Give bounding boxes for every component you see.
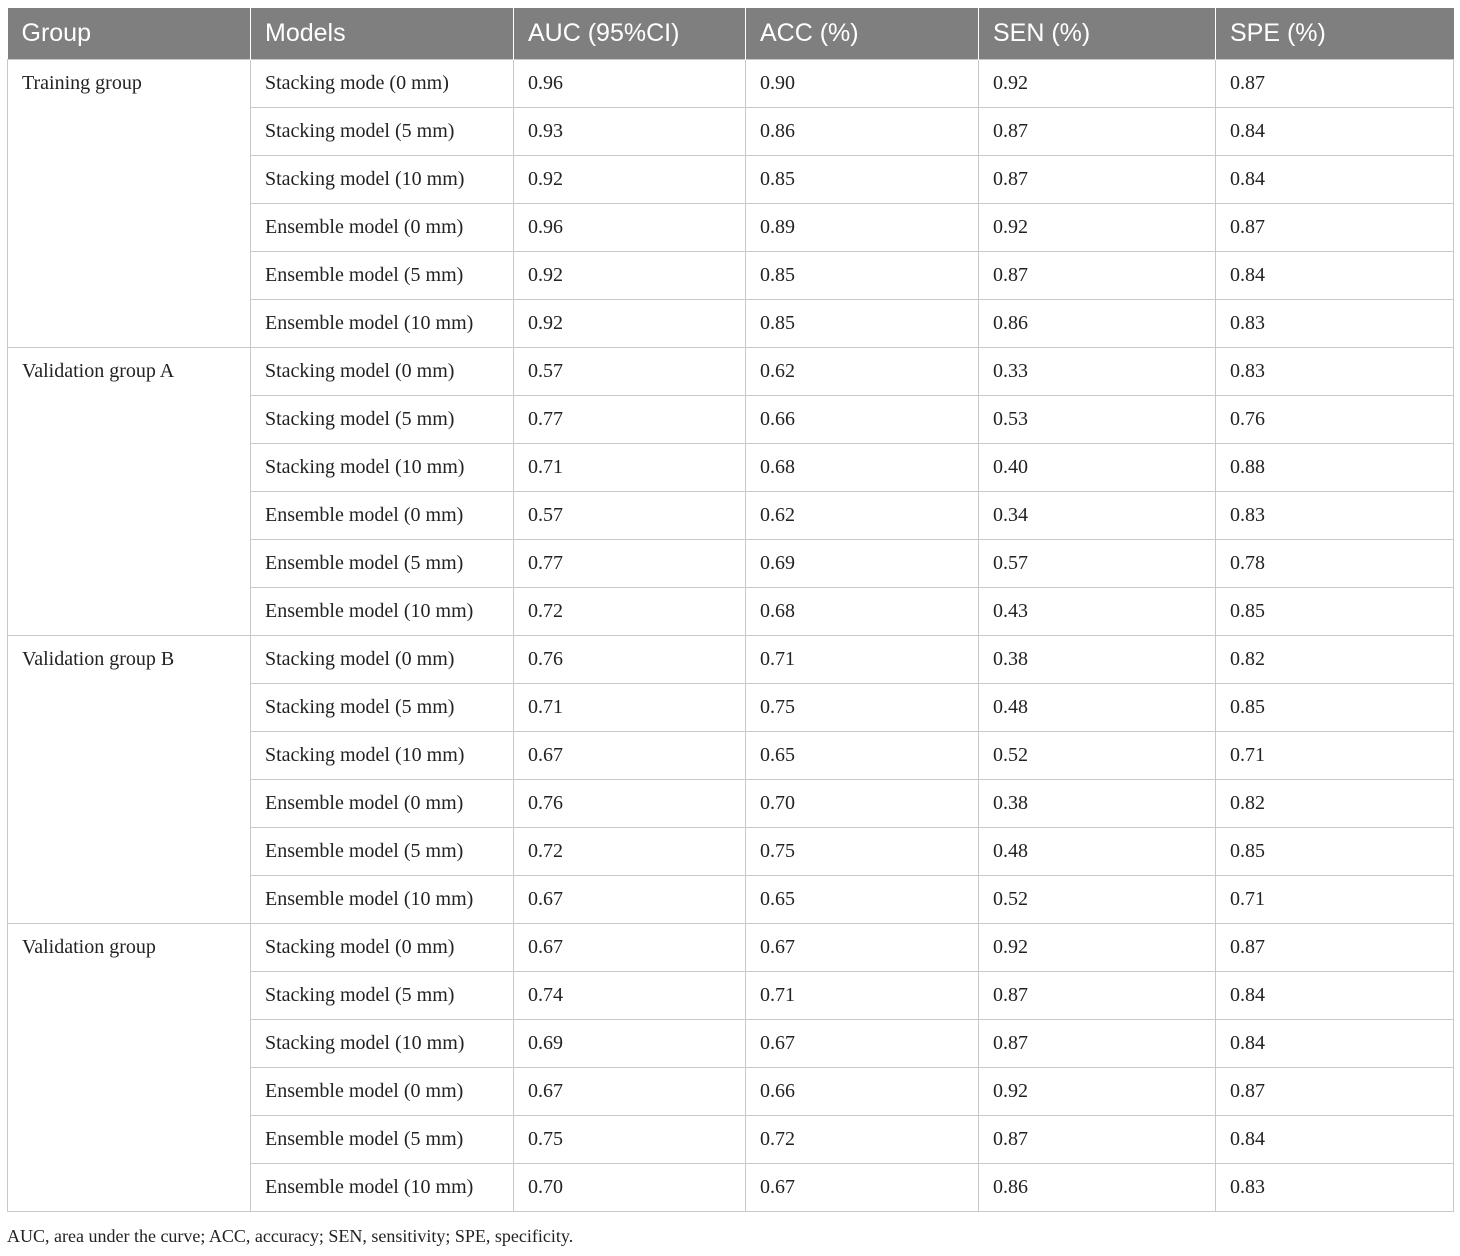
model-cell: Ensemble model (10 mm)	[251, 1164, 514, 1212]
sen-cell: 0.57	[979, 540, 1216, 588]
table-row	[8, 348, 1454, 396]
sen-cell: 0.87	[979, 108, 1216, 156]
model-cell: Ensemble model (5 mm)	[251, 252, 514, 300]
spe-cell: 0.88	[1216, 444, 1454, 492]
auc-cell: 0.77	[514, 396, 746, 444]
auc-cell: 0.67	[514, 1068, 746, 1116]
model-cell: Ensemble model (5 mm)	[251, 1116, 514, 1164]
model-cell: Ensemble model (5 mm)	[251, 828, 514, 876]
auc-cell: 0.57	[514, 348, 746, 396]
model-cell: Stacking model (0 mm)	[251, 348, 514, 396]
acc-cell: 0.89	[746, 204, 979, 252]
model-cell: Stacking model (0 mm)	[251, 924, 514, 972]
sen-cell: 0.92	[979, 1068, 1216, 1116]
model-cell: Ensemble model (5 mm)	[251, 540, 514, 588]
auc-cell: 0.70	[514, 1164, 746, 1212]
sen-cell: 0.92	[979, 204, 1216, 252]
auc-cell: 0.92	[514, 252, 746, 300]
table-body	[8, 60, 1454, 1212]
spe-cell: 0.87	[1216, 1068, 1454, 1116]
model-cell: Stacking model (0 mm)	[251, 636, 514, 684]
model-cell: Ensemble model (10 mm)	[251, 300, 514, 348]
spe-cell: 0.84	[1216, 972, 1454, 1020]
spe-cell: 0.83	[1216, 300, 1454, 348]
model-cell: Stacking model (10 mm)	[251, 1020, 514, 1068]
spe-cell: 0.71	[1216, 732, 1454, 780]
model-cell: Stacking model (10 mm)	[251, 732, 514, 780]
model-cell: Stacking model (5 mm)	[251, 684, 514, 732]
spe-cell: 0.83	[1216, 348, 1454, 396]
model-cell: Ensemble model (0 mm)	[251, 492, 514, 540]
header-spe: SPE (%)	[1216, 8, 1454, 60]
spe-cell: 0.83	[1216, 492, 1454, 540]
spe-cell: 0.82	[1216, 780, 1454, 828]
auc-cell: 0.92	[514, 156, 746, 204]
sen-cell: 0.52	[979, 732, 1216, 780]
spe-cell: 0.84	[1216, 108, 1454, 156]
acc-cell: 0.66	[746, 396, 979, 444]
acc-cell: 0.67	[746, 924, 979, 972]
acc-cell: 0.85	[746, 252, 979, 300]
spe-cell: 0.87	[1216, 60, 1454, 108]
acc-cell: 0.86	[746, 108, 979, 156]
spe-cell: 0.84	[1216, 252, 1454, 300]
auc-cell: 0.93	[514, 108, 746, 156]
auc-cell: 0.74	[514, 972, 746, 1020]
model-cell: Stacking model (10 mm)	[251, 156, 514, 204]
table-footnote: AUC, area under the curve; ACC, accuracy; SEN, sensitivity; SPE, specificity.	[7, 1226, 574, 1246]
sen-cell: 0.87	[979, 156, 1216, 204]
model-cell: Ensemble model (10 mm)	[251, 588, 514, 636]
sen-cell: 0.92	[979, 60, 1216, 108]
spe-cell: 0.84	[1216, 1116, 1454, 1164]
model-cell: Stacking model (10 mm)	[251, 444, 514, 492]
auc-cell: 0.77	[514, 540, 746, 588]
spe-cell: 0.84	[1216, 156, 1454, 204]
sen-cell: 0.43	[979, 588, 1216, 636]
sen-cell: 0.87	[979, 252, 1216, 300]
model-cell: Ensemble model (0 mm)	[251, 780, 514, 828]
acc-cell: 0.71	[746, 972, 979, 1020]
acc-cell: 0.68	[746, 444, 979, 492]
spe-cell: 0.84	[1216, 1020, 1454, 1068]
sen-cell: 0.38	[979, 780, 1216, 828]
sen-cell: 0.34	[979, 492, 1216, 540]
sen-cell: 0.87	[979, 1020, 1216, 1068]
acc-cell: 0.70	[746, 780, 979, 828]
table-row	[8, 924, 1454, 972]
header-models: Models	[251, 8, 514, 60]
header-group: Group	[8, 8, 251, 60]
group-cell: Validation group A	[8, 348, 251, 636]
auc-cell: 0.67	[514, 876, 746, 924]
acc-cell: 0.65	[746, 876, 979, 924]
header-row	[8, 8, 1454, 60]
auc-cell: 0.67	[514, 924, 746, 972]
sen-cell: 0.86	[979, 1164, 1216, 1212]
acc-cell: 0.85	[746, 300, 979, 348]
acc-cell: 0.67	[746, 1164, 979, 1212]
acc-cell: 0.90	[746, 60, 979, 108]
header-acc: ACC (%)	[746, 8, 979, 60]
sen-cell: 0.52	[979, 876, 1216, 924]
group-cell: Training group	[8, 60, 251, 348]
group-cell: Validation group B	[8, 636, 251, 924]
acc-cell: 0.65	[746, 732, 979, 780]
acc-cell: 0.85	[746, 156, 979, 204]
model-cell: Ensemble model (0 mm)	[251, 1068, 514, 1116]
auc-cell: 0.72	[514, 588, 746, 636]
table-row	[8, 60, 1454, 108]
auc-cell: 0.76	[514, 636, 746, 684]
auc-cell: 0.96	[514, 204, 746, 252]
auc-cell: 0.96	[514, 60, 746, 108]
model-cell: Ensemble model (10 mm)	[251, 876, 514, 924]
acc-cell: 0.66	[746, 1068, 979, 1116]
table-header	[8, 8, 1454, 60]
acc-cell: 0.67	[746, 1020, 979, 1068]
sen-cell: 0.87	[979, 972, 1216, 1020]
auc-cell: 0.57	[514, 492, 746, 540]
sen-cell: 0.53	[979, 396, 1216, 444]
model-cell: Stacking model (5 mm)	[251, 396, 514, 444]
header-auc: AUC (95%CI)	[514, 8, 746, 60]
model-cell: Ensemble model (0 mm)	[251, 204, 514, 252]
sen-cell: 0.38	[979, 636, 1216, 684]
spe-cell: 0.83	[1216, 1164, 1454, 1212]
group-cell: Validation group	[8, 924, 251, 1212]
model-cell: Stacking model (5 mm)	[251, 972, 514, 1020]
auc-cell: 0.75	[514, 1116, 746, 1164]
spe-cell: 0.85	[1216, 684, 1454, 732]
spe-cell: 0.78	[1216, 540, 1454, 588]
acc-cell: 0.72	[746, 1116, 979, 1164]
auc-cell: 0.72	[514, 828, 746, 876]
model-cell: Stacking model (5 mm)	[251, 108, 514, 156]
spe-cell: 0.87	[1216, 924, 1454, 972]
auc-cell: 0.71	[514, 684, 746, 732]
acc-cell: 0.75	[746, 828, 979, 876]
table-row	[8, 636, 1454, 684]
acc-cell: 0.71	[746, 636, 979, 684]
spe-cell: 0.87	[1216, 204, 1454, 252]
acc-cell: 0.68	[746, 588, 979, 636]
auc-cell: 0.67	[514, 732, 746, 780]
sen-cell: 0.33	[979, 348, 1216, 396]
results-table-container	[7, 8, 1453, 1212]
acc-cell: 0.62	[746, 348, 979, 396]
acc-cell: 0.62	[746, 492, 979, 540]
model-cell: Stacking mode (0 mm)	[251, 60, 514, 108]
sen-cell: 0.48	[979, 684, 1216, 732]
acc-cell: 0.75	[746, 684, 979, 732]
auc-cell: 0.71	[514, 444, 746, 492]
spe-cell: 0.76	[1216, 396, 1454, 444]
sen-cell: 0.87	[979, 1116, 1216, 1164]
acc-cell: 0.69	[746, 540, 979, 588]
auc-cell: 0.76	[514, 780, 746, 828]
sen-cell: 0.92	[979, 924, 1216, 972]
sen-cell: 0.40	[979, 444, 1216, 492]
results-table	[7, 8, 1454, 1212]
spe-cell: 0.85	[1216, 828, 1454, 876]
header-sen: SEN (%)	[979, 8, 1216, 60]
spe-cell: 0.82	[1216, 636, 1454, 684]
sen-cell: 0.86	[979, 300, 1216, 348]
spe-cell: 0.71	[1216, 876, 1454, 924]
sen-cell: 0.48	[979, 828, 1216, 876]
spe-cell: 0.85	[1216, 588, 1454, 636]
auc-cell: 0.92	[514, 300, 746, 348]
auc-cell: 0.69	[514, 1020, 746, 1068]
